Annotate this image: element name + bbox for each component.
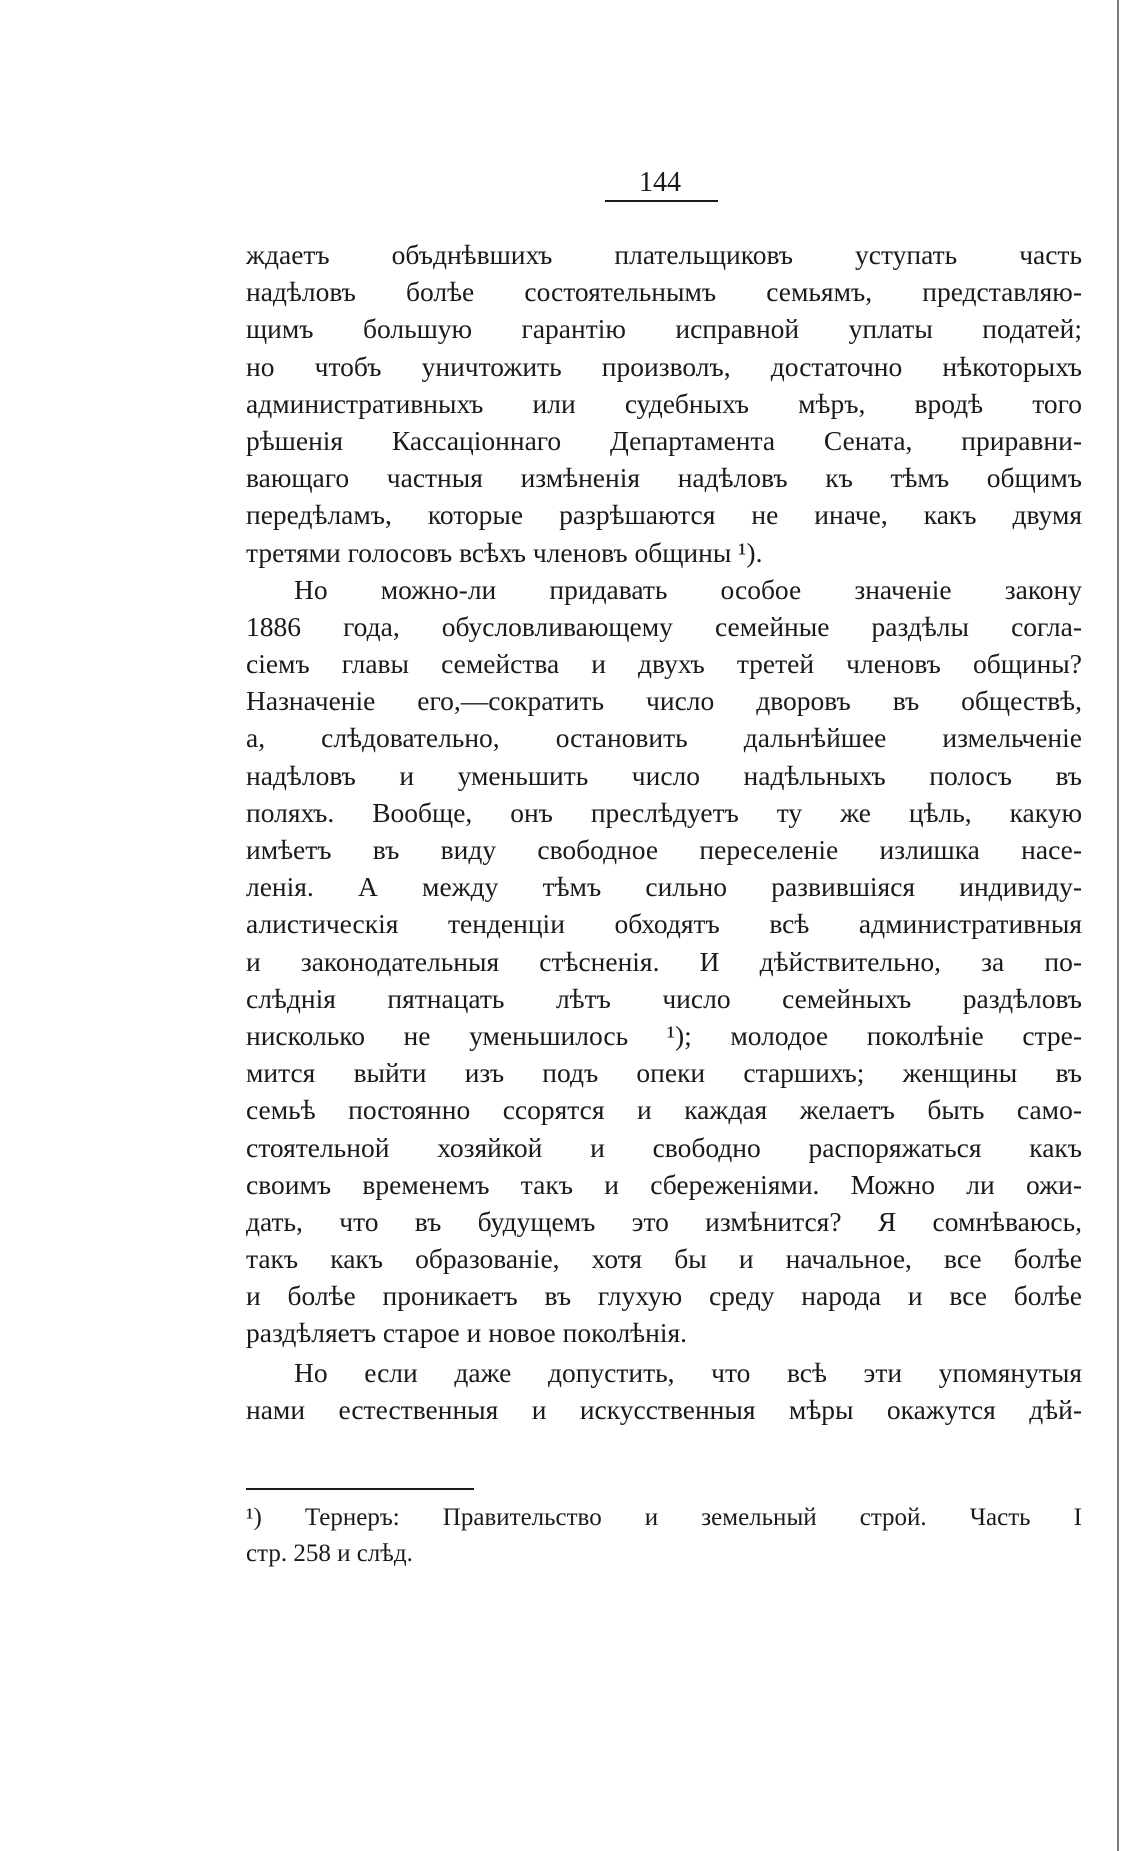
text-line: алистическія тенденціи обходятъ всѣ административныя [246,908,1082,940]
text-line: Но можно-ли придавать особое значеніе закону [294,573,1082,605]
text-line: такъ какъ образованіе, хотя бы и начальное, все болѣе [246,1243,1082,1275]
text-line: надѣловъ и уменьшить число надѣльныхъ полосъ въ [246,759,1082,791]
text-line: дать, что въ будущемъ это измѣнится? Я сомнѣваюсь, [246,1205,1082,1237]
footnote [246,1500,1082,1572]
text-line: стоятельной хозяйкой и свободно распоряжаться какъ [246,1131,1082,1163]
text-line: имѣетъ въ виду свободное переселеніе излишка насе- [246,834,1082,865]
page-edge-rule [1117,0,1119,1851]
text-line: рѣшенія Кассаціоннаго Департамента Сената, приравни- [246,424,1082,456]
text-line: мится выйти изъ подъ опеки старшихъ; женщины въ [246,1057,1082,1089]
text-line: третями голосовъ всѣхъ членовъ общины ¹). [246,536,763,568]
text-line: ждаетъ объднѣвшихъ плательщиковъ уступать часть [246,239,1082,270]
page-number-underline [605,200,718,202]
text-line: административныхъ или судебныхъ мѣръ, вродѣ того [246,387,1082,419]
text-line: ленія. А между тѣмъ сильно развившіяся индивиду- [246,871,1082,903]
body-text [246,236,1082,1428]
text-line: своимъ временемъ такъ и сбереженіями. Можно ли ожи- [246,1168,1082,1200]
text-line: 1886 года, обусловливающему семейные раздѣлы согла- [246,610,1082,642]
text-line: поляхъ. Вообще, онъ преслѣдуетъ ту же цѣль, какую [246,796,1082,828]
footnote-line: стр. 258 и слѣд. [246,1540,413,1567]
text-line: слѣднія пятнацать лѣтъ число семейныхъ раздѣловъ [246,982,1082,1014]
text-line: Назначеніе его,—сократить число дворовъ въ обществѣ, [246,685,1082,717]
text-line: передѣламъ, которые разрѣшаются не иначе, какъ двумя [246,499,1082,531]
text-line: но чтобъ уничтожить произволъ, достаточно нѣкоторыхъ [246,350,1082,382]
paragraph-1 [246,236,1082,571]
text-line: и болѣе проникаетъ въ глухую среду народа и все болѣе [246,1280,1082,1312]
text-line: раздѣляетъ старое и новое поколѣнія. [246,1317,687,1349]
text-line: Но если даже допустить, что всѣ эти упомянутыя [294,1356,1082,1388]
page-number: 144 [639,167,681,198]
footnote-line: ¹) Тернеръ: Правительство и земельный строй. Часть I [246,1504,1082,1531]
text-line: щимъ большую гарантію исправной уплаты податей; [246,313,1082,345]
paragraph-3 [246,1354,1082,1428]
text-line: семьѣ постоянно ссорятся и каждая желаетъ быть само- [246,1094,1082,1126]
text-line: сіемъ главы семейства и двухъ третей членовъ общины? [246,648,1082,680]
text-line: и законодательныя стѣсненія. И дѣйствительно, за по- [246,945,1082,977]
text-line: надѣловъ болѣе состоятельнымъ семьямъ, представляю- [246,276,1082,308]
text-line: вающаго частныя измѣненія надѣловъ къ тѣмъ общимъ [246,462,1082,494]
paragraph-2 [246,571,1082,1352]
text-line: нами естественныя и искусственныя мѣры окажутся дѣй- [246,1393,1082,1425]
footnote-separator [246,1488,474,1490]
text-line: а, слѣдовательно, остановить дальнѣйшее измельченіе [246,722,1082,754]
text-line: нисколько не уменьшилось ¹); молодое поколѣніе стре- [246,1019,1082,1051]
